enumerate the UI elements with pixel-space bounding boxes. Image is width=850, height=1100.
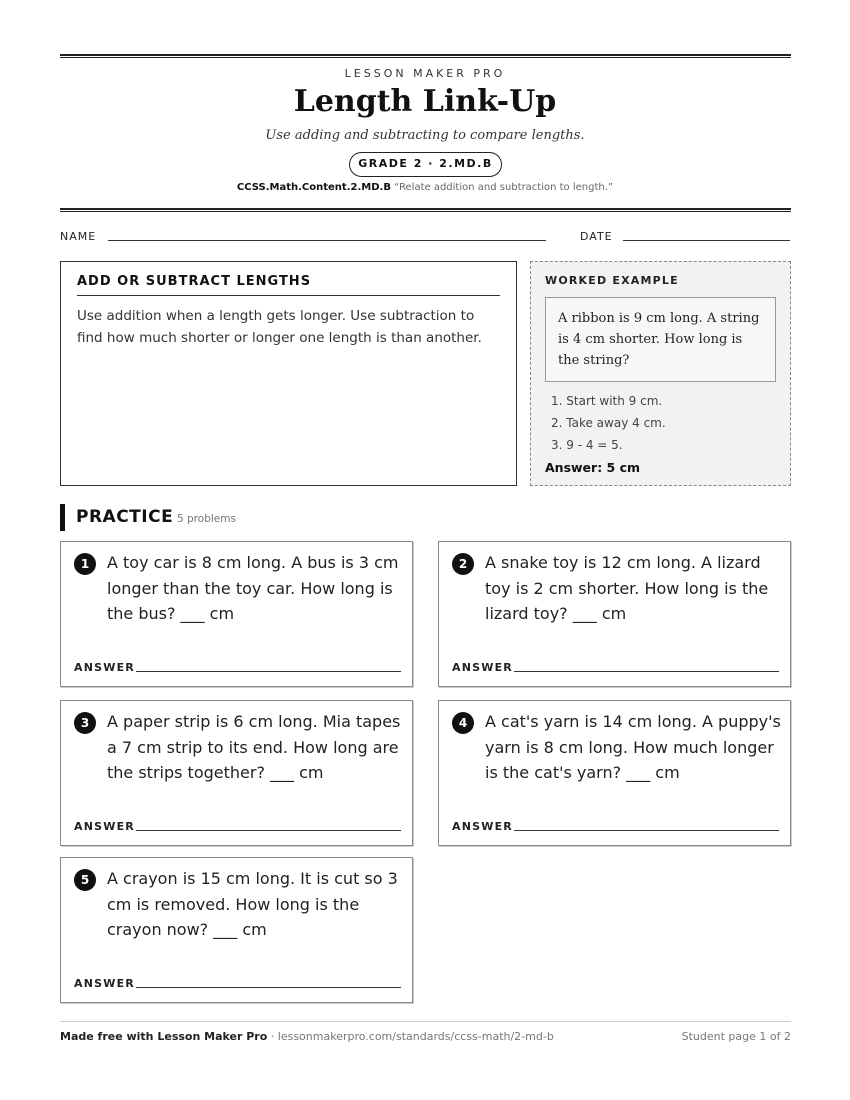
footer-page-number: Student page 1 of 2 (681, 1030, 791, 1043)
practice-heading: PRACTICE (76, 507, 174, 527)
problem-number-badge: 5 (74, 869, 96, 891)
standard-code: CCSS.Math.Content.2.MD.B (236, 182, 391, 193)
date-field[interactable] (623, 240, 790, 241)
answer-label: ANSWER (74, 661, 135, 674)
answer-label: ANSWER (452, 820, 513, 833)
worked-example-problem: A ribbon is 9 cm long. A string is 4 cm shorter. How long is the string? (545, 297, 776, 382)
answer-field[interactable] (514, 830, 779, 831)
footer-credit (60, 1030, 554, 1043)
concept-title: ADD OR SUBTRACT LENGTHS (77, 274, 500, 296)
name-label: NAME (60, 230, 97, 243)
problem-text: A toy car is 8 cm long. A bus is 3 cm longer than the toy car. How long is the bus? ___ cm (107, 553, 399, 623)
answer-field[interactable] (136, 830, 401, 831)
answer-field[interactable] (136, 671, 401, 672)
answer-label: ANSWER (452, 661, 513, 674)
footer-made-with: Made free with Lesson Maker Pro (60, 1030, 268, 1043)
footer-url: · lessonmakerpro.com/standards/ccss-math/2-md-b (267, 1030, 554, 1043)
answer-field[interactable] (514, 671, 779, 672)
problem-card-2 (438, 541, 791, 687)
worked-example-step: 2. Take away 4 cm. (551, 416, 666, 430)
worked-example-step: 3. 9 - 4 = 5. (551, 438, 623, 452)
standard-reference (0, 182, 850, 193)
date-label: DATE (580, 230, 613, 243)
problem-number-badge: 2 (452, 553, 474, 575)
header-top-rule (60, 54, 791, 58)
answer-field[interactable] (136, 987, 401, 988)
problem-text: A snake toy is 12 cm long. A lizard toy is 2 cm shorter. How long is the lizard toy? ___ cm (485, 553, 769, 623)
worked-example-box (530, 261, 791, 486)
worked-example-answer: Answer: 5 cm (545, 460, 641, 475)
header-bottom-rule (60, 208, 791, 212)
worked-example-title: WORKED EXAMPLE (545, 274, 679, 287)
problem-text: A crayon is 15 cm long. It is cut so 3 cm is removed. How long is the crayon now? ___ cm (107, 869, 398, 939)
worked-example-steps (545, 390, 776, 456)
answer-label: ANSWER (74, 820, 135, 833)
problem-card-5 (60, 857, 413, 1003)
page-title: Length Link-Up (293, 84, 557, 119)
problem-card-4 (438, 700, 791, 846)
name-field[interactable] (108, 240, 546, 241)
problem-number-badge: 4 (452, 712, 474, 734)
concept-text: Use addition when a length gets longer. Use subtraction to find how much shorter or longer one length is than another. (77, 308, 482, 346)
grade-badge: GRADE 2 · 2.MD.B (349, 152, 502, 177)
footer-rule (60, 1021, 791, 1022)
problem-card-1 (60, 541, 413, 687)
brand-name: LESSON MAKER PRO (344, 67, 506, 80)
concept-box (60, 261, 517, 486)
practice-count: 5 problems (177, 513, 236, 525)
problem-text: A cat's yarn is 14 cm long. A puppy's yarn is 8 cm long. How much longer is the cat's yarn? ___ cm (485, 712, 781, 782)
standard-description: “Relate addition and subtraction to length.” (394, 182, 614, 193)
page-subtitle: Use adding and subtracting to compare lengths. (265, 128, 585, 143)
problem-text: A paper strip is 6 cm long. Mia tapes a 7 cm strip to its end. How long are the strips together? ___ cm (107, 712, 401, 782)
problem-number-badge: 1 (74, 553, 96, 575)
answer-label: ANSWER (74, 977, 135, 990)
practice-accent-bar (60, 504, 65, 531)
problem-number-badge: 3 (74, 712, 96, 734)
worked-example-step: 1. Start with 9 cm. (551, 394, 663, 408)
problem-card-3 (60, 700, 413, 846)
